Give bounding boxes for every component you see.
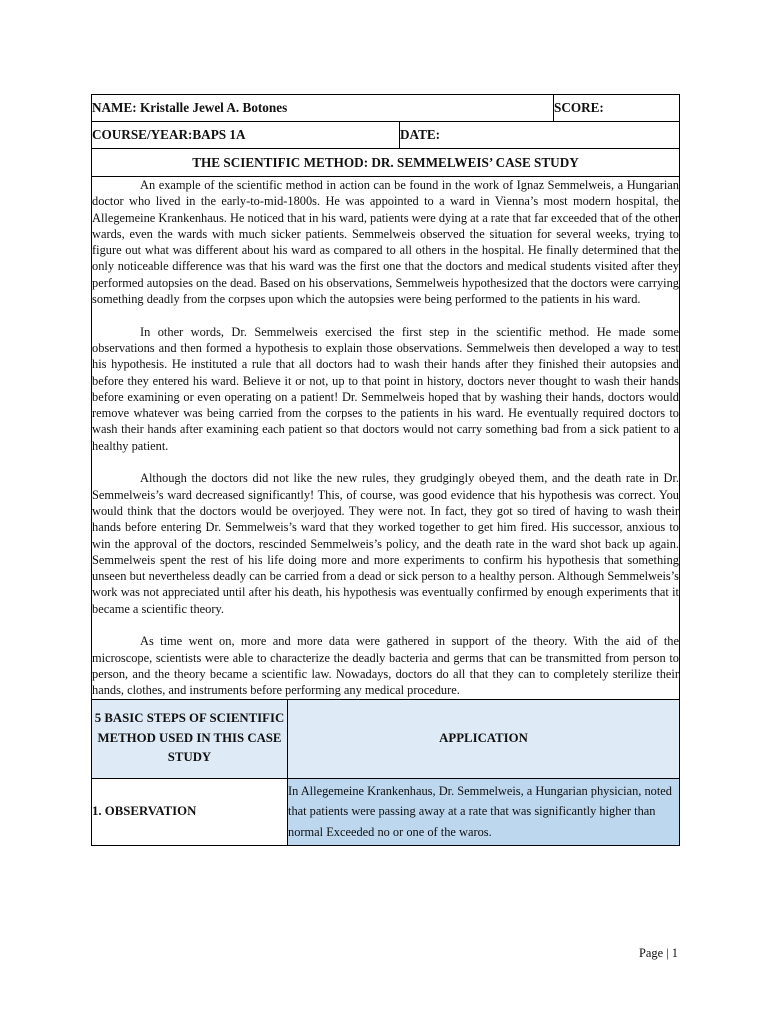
paragraph: An example of the scientific method in action can be found in the work of Ignaz Semmelweis, a Hungarian doctor who lived in the early-to-mid-1800s. He was appointed to a ward in Vienna’s most modern hospital, the Allegemeine Krankenhaus. He noticed that in his ward, patients were dying at a rate that far exceeded that of the other wards, even the wards with much sicker patients. Semmelweis observed the situation for several weeks, trying to figure out what was different about his ward as compared to all others in the hospital. He finally determined that the only noticeable difference was that his ward was the first one that the doctors and medical students visited after they performed autopsies on the dead. Based on his observations, Semmelweis hypothesized that the doctors were carrying something deadly from the corpses upon which the autopsies were being performed to the patients in his ward. [92, 178, 679, 307]
paragraph: As time went on, more and more data were gathered in support of the theory. With the aid of the microscope, scientists were able to characterize the deadly bacteria and germs that can be transmitted from person to person, and the theory became a scientific law. Nowadays, doctors do all that they can to completely sterilize their hands, clothes, and instruments before performing any medical procedure. [92, 634, 679, 698]
date-field: DATE: [400, 122, 680, 149]
application-column-header: APPLICATION [288, 699, 680, 778]
step-application[interactable]: In Allegemeine Krankenhaus, Dr. Semmelweis, a Hungarian physician, noted that patients were passing away at a rate that was significantly higher than normal Exceeded no or one of the waros. [288, 778, 680, 845]
name-field: NAME: Kristalle Jewel A. Botones [92, 95, 554, 122]
paragraph: Although the doctors did not like the new rules, they grudgingly obeyed them, and the death rate in Dr. Semmelweis’s ward decreased significantly! This, of course, was good evidence that his hypothesis was correct. You would think that the doctors would be overjoyed. They were not. In fact, they got so tired of having to wash their hands before entering Dr. Semmelweis’s ward that they worked together to get him fired. His successor, anxious to win the approval of the doctors, rescinded Semmelweis’s policy, and the death rate in the ward shot back up again. Semmelweis spent the rest of his life doing more and more experiments to confirm his hypothesis that something unseen but nevertheless deadly can be carried from a dead or sick person to a healthy person. Although Semmelweis’s work was not appreciated until after his death, his hypothesis was eventually confirmed by enough experiments that it became a scientific theory. [92, 471, 679, 616]
score-field: SCORE: [554, 95, 680, 122]
worksheet-table [91, 94, 680, 846]
course-year-field: COURSE/YEAR:BAPS 1A [92, 122, 400, 149]
paragraph: In other words, Dr. Semmelweis exercised the first step in the scientific method. He made some observations and then formed a hypothesis to explain those observations. Semmelweis then developed a way to test his hypothesis. He instituted a rule that all doctors had to wash their hands after they finished their autopsies and before they entered his ward. Believe it or not, up to that point in history, doctors never thought to wash their hands before examining or even operating on a patient! Dr. Semmelweis hoped that by washing their hands, doctors would remove whatever was being carried from the corpses to the patients in his ward. He eventually required doctors to wash their hands after examining each patient so that doctors would not carry something bad from a sick patient to a healthy patient. [92, 324, 679, 453]
step-label: 1. OBSERVATION [92, 778, 288, 845]
document-title: THE SCIENTIFIC METHOD: DR. SEMMELWEIS’ CASE STUDY [92, 149, 680, 177]
case-study-body [92, 177, 680, 700]
steps-column-header: 5 BASIC STEPS OF SCIENTIFIC METHOD USED IN THIS CASE STUDY [92, 699, 288, 778]
table-row [92, 778, 680, 845]
page-number: Page | 1 [639, 946, 678, 960]
